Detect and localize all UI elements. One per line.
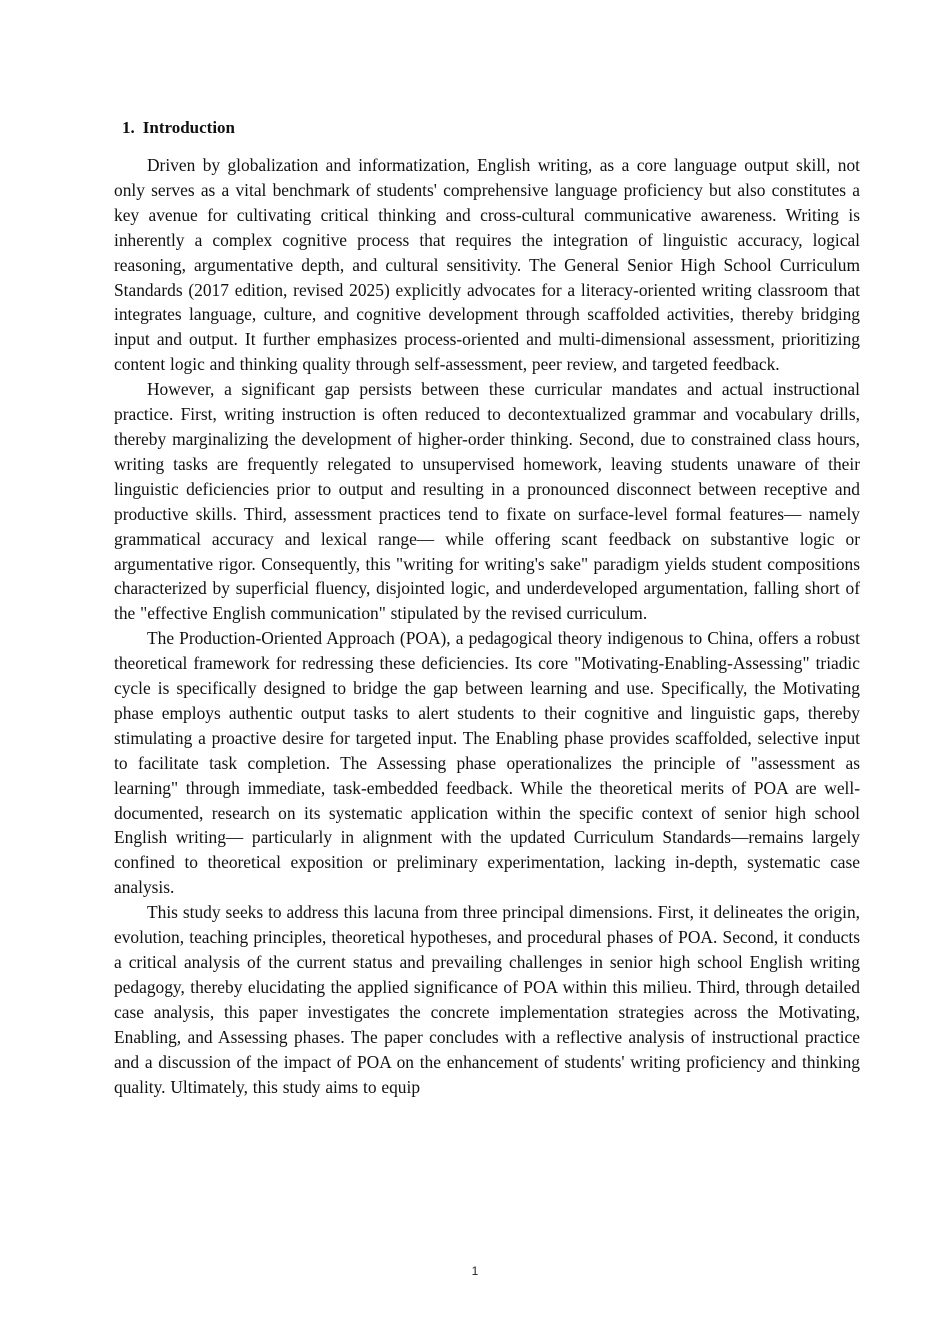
page-number: 1	[471, 1264, 479, 1278]
section-number: 1.	[122, 118, 135, 137]
paragraph-1: Driven by globalization and informatization, English writing, as a core language output skill, not only serves as a vital benchmark of students' comprehensive language proficiency but also constitutes a key avenue for cultivating critical thinking and cross-cultural communicative awareness. Writing is inherently a complex cognitive process that requires the integration of linguistic accuracy, logical reasoning, argumentative depth, and cultural sensitivity. The General Senior High School Curriculum Standards (2017 edition, revised 2025) explicitly advocates for a literacy-oriented writing classroom that integrates language, culture, and cognitive development through scaffolded activities, thereby bridging input and output. It further emphasizes process-oriented and multi-dimensional assessment, prioritizing content logic and thinking quality through self-assessment, peer review, and targeted feedback.	[114, 155, 860, 375]
paragraph-4: This study seeks to address this lacuna from three principal dimensions. First, it delineates the origin, evolution, teaching principles, theoretical hypotheses, and procedural phases of POA. Second, it conducts a critical analysis of the current status and prevailing challenges in senior high school English writing pedagogy, thereby elucidating the applied significance of POA within this milieu. Third, through detailed case analysis, this paper investigates the concrete implementation strategies across the Motivating, Enabling, and Assessing phases. The paper concludes with a reflective analysis of instructional practice and a discussion of the impact of POA on the enhancement of students' writing proficiency and thinking quality. Ultimately, this study aims to equip	[114, 902, 860, 1097]
section-title: Introduction	[142, 118, 236, 137]
page-content	[114, 116, 860, 1099]
section-heading	[122, 116, 860, 140]
paragraph-2: However, a significant gap persists between these curricular mandates and actual instructional practice. First, writing instruction is often reduced to decontextualized grammar and vocabulary drills, thereby marginalizing the development of higher-order thinking. Second, due to constrained class hours, writing tasks are frequently relegated to unsupervised homework, leaving students unaware of their linguistic deficiencies prior to output and resulting in a pronounced disconnect between receptive and productive skills. Third, assessment practices tend to fixate on surface-level formal features— namely grammatical accuracy and lexical range— while offering scant feedback on substantive logic or argumentative rigor. Consequently, this "writing for writing's sake" paradigm yields student compositions characterized by superficial fluency, disjointed logic, and underdeveloped argumentation, falling short of the "effective English communication" stipulated by the revised curriculum.	[114, 379, 860, 624]
paragraph-3: The Production-Oriented Approach (POA), a pedagogical theory indigenous to China, offers a robust theoretical framework for redressing these deficiencies. Its core "Motivating-Enabling-Assessing" triadic cycle is specifically designed to bridge the gap between learning and use. Specifically, the Motivating phase employs authentic output tasks to alert students to their cognitive and linguistic gaps, thereby stimulating a proactive desire for targeted input. The Enabling phase provides scaffolded, selective input to facilitate task completion. The Assessing phase operationalizes the principle of "assessment as learning" through immediate, task-embedded feedback. While the theoretical merits of POA are well-documented, research on its systematic application within the specific context of senior high school English writing— particularly in alignment with the updated Curriculum Standards—remains largely confined to theoretical exposition or preliminary experimentation, lacking in-depth, systematic case analysis.	[114, 628, 860, 898]
